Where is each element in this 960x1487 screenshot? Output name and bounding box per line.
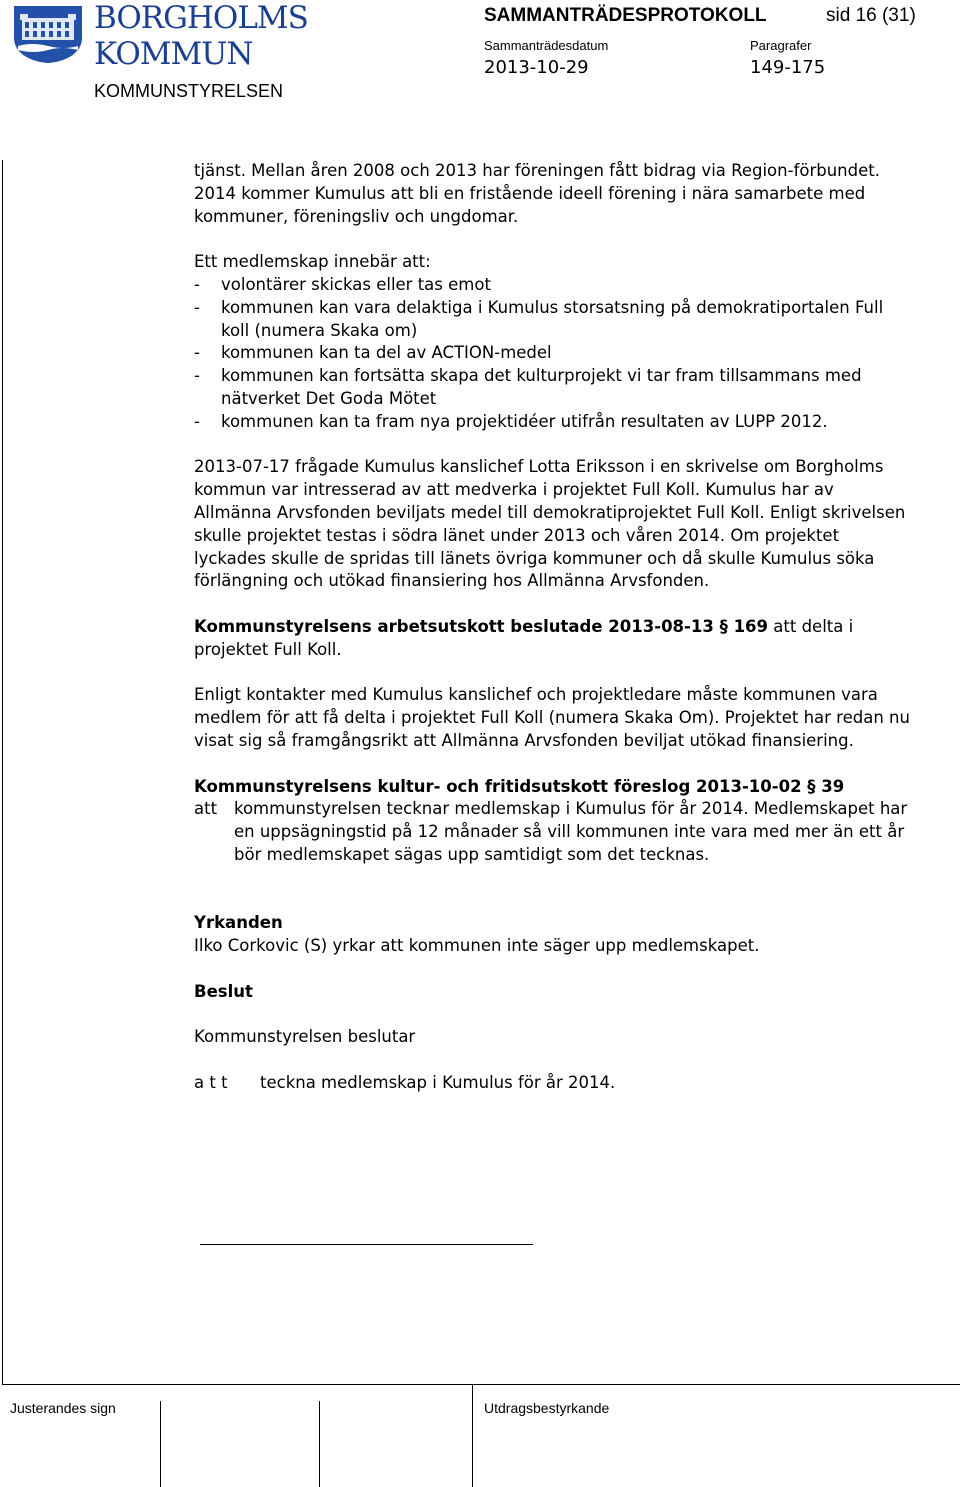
justerandes-sign-label: Justerandes sign	[10, 1400, 116, 1416]
left-margin-rule	[2, 160, 3, 1385]
membership-list	[194, 274, 914, 434]
att-text: teckna medlemskap i Kumulus för år 2014.	[260, 1072, 616, 1092]
beslut-heading: Beslut	[194, 981, 253, 1001]
yrkanden-text: Ilko Corkovic (S) yrkar att kommunen inte säger upp medlemskapet.	[194, 936, 760, 956]
list-item: - kommunen kan ta fram nya projektidéer utifrån resultaten av LUPP 2012.	[194, 411, 828, 431]
paragraph-intro: tjänst. Mellan åren 2008 och 2013 har föreningen fått bidrag via Region-förbundet. 2014 kommer Kumulus att bli en fristående ideell förening i nära samarbete med kommuner, föreningsliv och ungdomar.	[194, 161, 880, 226]
protocol-body	[194, 160, 914, 1095]
att-text: kommunstyrelsen tecknar medlemskap i Kumulus för år 2014. Medlemskapet har en uppsägningstid på 12 månader så vill kommunen inte vara med mer än ett år bör medlemskapet sägas upp samtidigt som det tecknas.	[234, 799, 908, 864]
membership-intro: Ett medlemskap innebär att:	[194, 252, 431, 272]
utdragsbestyrkande-label: Utdragsbestyrkande	[484, 1400, 610, 1416]
footer-divider-3	[472, 1384, 473, 1487]
att-key: a t t	[194, 1072, 228, 1092]
au-decision-heading: Kommunstyrelsens arbetsutskott beslutade 2013-08-13 § 169	[194, 616, 769, 636]
kf-proposal-att	[194, 798, 914, 866]
paragraphs-value: 149-175	[750, 57, 826, 78]
date-label: Sammanträdesdatum	[484, 38, 609, 53]
logo-name-line2: KOMMUN	[94, 36, 253, 72]
list-item: - volontärer skickas eller tas emot	[194, 274, 491, 294]
kf-proposal-heading: Kommunstyrelsens kultur- och fritidsutskott föreslog 2013-10-02 § 39	[194, 776, 845, 796]
list-item: - kommunen kan vara delaktiga i Kumulus storsatsning på demokratiportalen Full koll (numera Skaka om)	[194, 297, 884, 340]
footer-divider-1	[160, 1401, 161, 1487]
au-decision-text: att delta i projektet Full Koll.	[194, 616, 854, 659]
logo-name-line1: BORGHOLMS	[94, 0, 308, 36]
list-item: - kommunen kan fortsätta skapa det kulturprojekt vi tar fram tillsammans med nätverket Det Goda Mötet	[194, 366, 862, 408]
date-value: 2013-10-29	[484, 57, 589, 78]
paragraph-kumulus-request: 2013-07-17 frågade Kumulus kanslichef Lotta Eriksson i en skrivelse om Borgholms kommun var intresserad av att medverka i projektet Full Koll. Kumulus har av Allmänna Arvsfonden beviljats medel till demokratiprojektet Full Koll. Enligt skrivelsen skulle projektet testas i södra länet under 2013 och våren 2014. Om projektet lyckades skulle de spridas till länets övriga kommuner och då skulle Kumulus söka förlängning och utökad finansiering hos Allmänna Arvsfonden.	[194, 457, 906, 591]
paragraphs-label: Paragrafer	[750, 38, 812, 53]
document-title: SAMMANTRÄDESPROTOKOLL	[484, 5, 767, 26]
list-item: - kommunen kan ta del av ACTION-medel	[194, 343, 552, 363]
att-key: att	[194, 799, 218, 819]
municipal-crest-logo	[12, 4, 84, 64]
paragraph-membership-required: Enligt kontakter med Kumulus kanslichef och projektledare måste kommunen vara medlem för att få delta i projektet Full Koll (numera Skaka Om). Projektet har redan nu visat sig så framgångsrikt att Allmänna Arvsfonden beviljat utökad finansiering.	[194, 685, 910, 750]
yrkanden-heading: Yrkanden	[194, 913, 283, 933]
page-number: sid 16 (31)	[826, 5, 916, 26]
footer-divider-2	[319, 1401, 320, 1487]
beslut-att	[194, 1072, 914, 1095]
au-decision	[194, 616, 914, 662]
castle-crest-icon	[12, 4, 84, 64]
signature-line	[200, 1244, 533, 1245]
footer-top-rule	[2, 1384, 960, 1385]
beslut-intro: Kommunstyrelsen beslutar	[194, 1027, 416, 1047]
org-unit: KOMMUNSTYRELSEN	[94, 81, 284, 101]
